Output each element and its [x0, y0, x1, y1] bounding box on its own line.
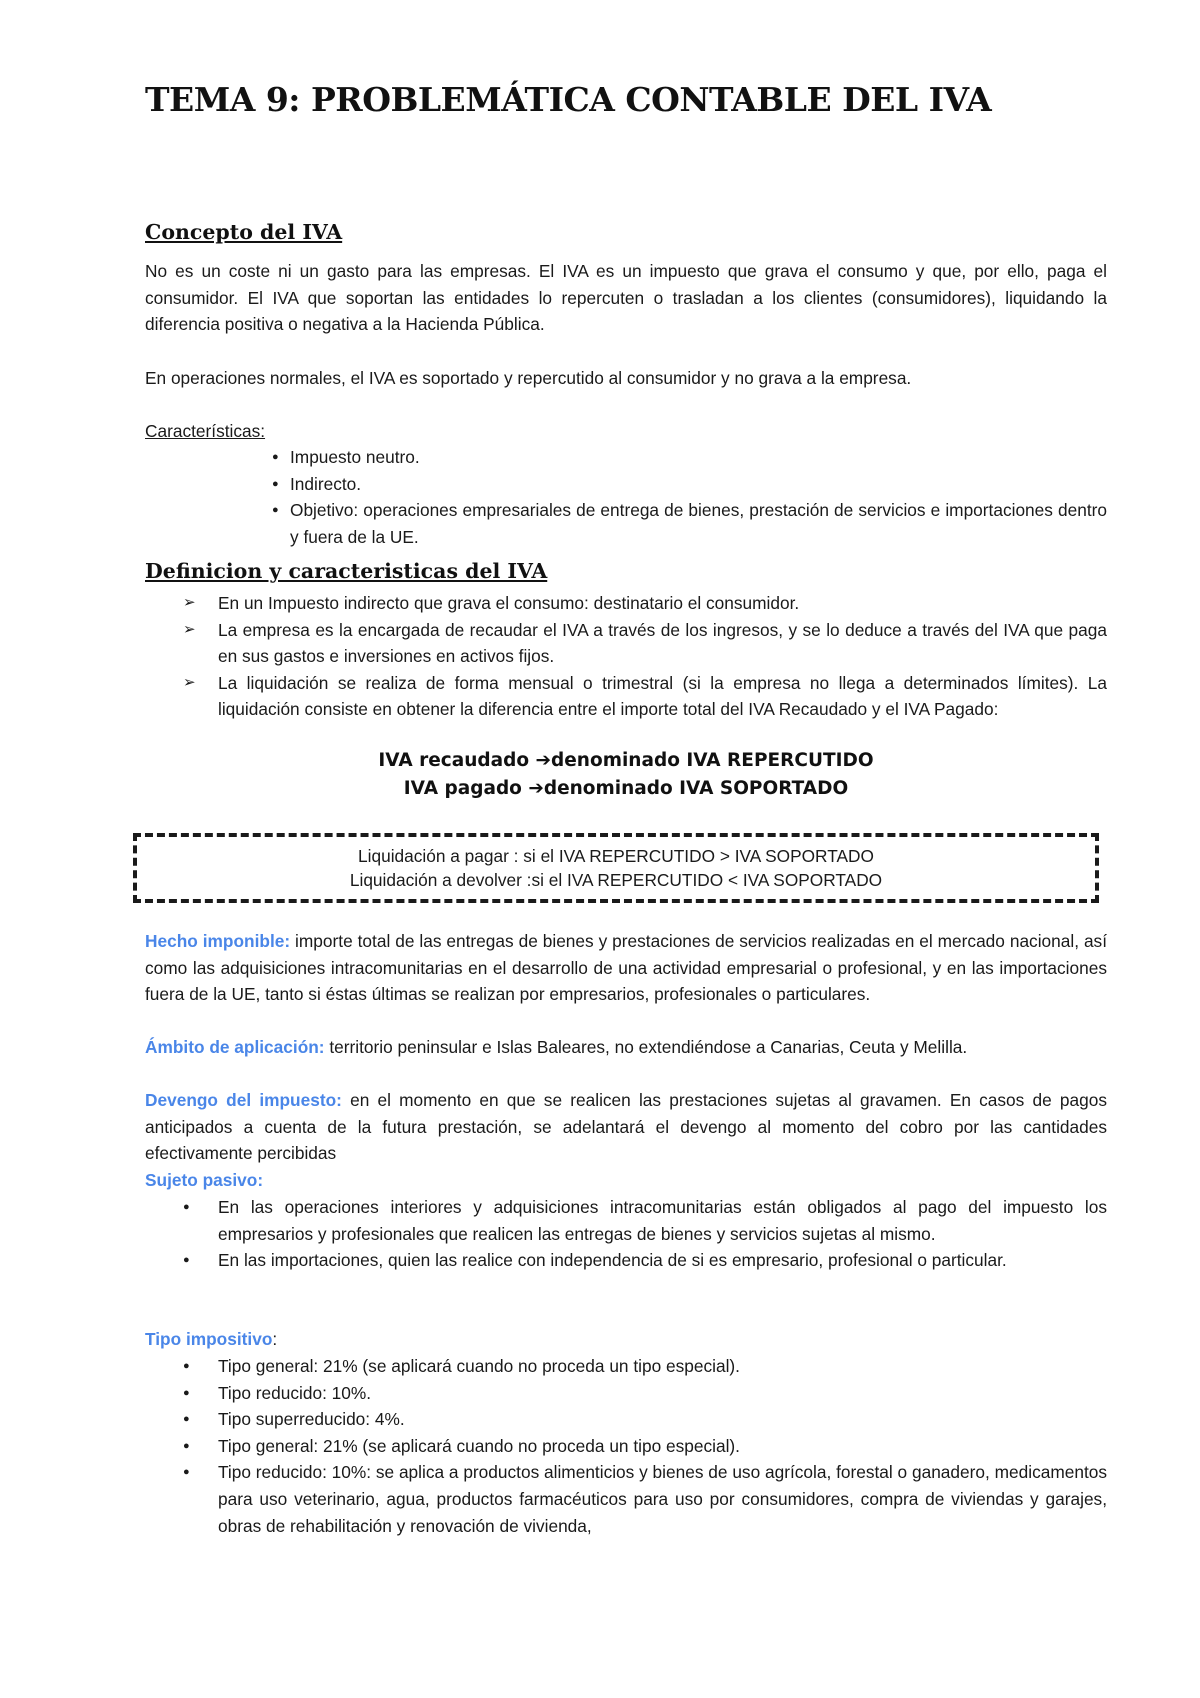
liquidacion-pagar-line: Liquidación a pagar : si el IVA REPERCUTIDO > IVA SOPORTADO: [358, 846, 874, 866]
list-item: ● Tipo general: 21% (se aplicará cuando no proceda un tipo especial).: [145, 1353, 1107, 1380]
devengo-paragraph: Devengo del impuesto: en el momento en que se realicen las prestaciones sujetas al gravamen. En casos de pagos anticipados a cuenta de la futura prestación, se adelantará el devengo al momento del cobro por las cantidades efectivamente percibidas: [145, 1090, 1107, 1164]
ambito-paragraph: Ámbito de aplicación: territorio peninsular e Islas Baleares, no extendiéndose a Canarias, Ceuta y Melilla.: [145, 1037, 968, 1057]
devengo-label: Devengo del impuesto:: [145, 1090, 342, 1110]
concepto-paragraph-1: No es un coste ni un gasto para las empresas. El IVA es un impuesto que grava el consumo y que, por ello, paga el consumidor. El IVA que soportan las entidades lo repercuten o trasladan a los clientes (consumidores), liquidando la diferencia positiva o negativa a la Hacienda Pública.: [145, 261, 1107, 335]
liquidacion-devolver-line: Liquidación a devolver :si el IVA REPERCUTIDO < IVA SOPORTADO: [349, 870, 883, 890]
list-item: ● Objetivo: operaciones empresariales de entrega de bienes, prestación de servicios e importaciones dentro y fuera de la UE.: [145, 497, 1107, 550]
section-heading-definicion: Definicion y caracteristicas del IVA: [145, 559, 548, 583]
page-title: TEMA 9: PROBLEMÁTICA CONTABLE DEL IVA: [145, 80, 992, 119]
definicion-list: [145, 590, 1107, 723]
bullet-dot-icon: ●: [183, 1439, 190, 1452]
bullet-dot-icon: ●: [183, 1413, 190, 1426]
liquidacion-box: [133, 833, 1099, 903]
list-item: ● Tipo reducido: 10%: se aplica a productos alimenticios y bienes de uso agrícola, forestal o ganadero, medicamentos para uso veterinario, agua, productos farmacéuticos para uso por consumidores, compra de viviendas y garajes, obras de rehabilitación y renovación de vivienda,: [145, 1459, 1107, 1539]
section-heading-concepto: Concepto del IVA: [145, 220, 343, 244]
bullet-dot-icon: ●: [272, 451, 279, 463]
tipo-impositivo-label: Tipo impositivo: [145, 1329, 273, 1349]
bullet-dot-icon: ●: [183, 1254, 190, 1267]
list-item: ● Impuesto neutro.: [145, 444, 1107, 471]
tipo-impositivo-list: [145, 1353, 1107, 1539]
hecho-imponible-paragraph: Hecho imponible: importe total de las entregas de bienes y prestaciones de servicios realizadas en el mercado nacional, así como las adquisiciones intracomunitarias en el desarrollo de una actividad empresarial o profesional, y en las importaciones fuera de la UE, tanto si éstas últimas se realizan por empresarios, profesionales o particulares.: [145, 931, 1108, 1005]
section-concepto: [145, 220, 1107, 244]
list-item: ● Tipo reducido: 10%.: [145, 1380, 1107, 1407]
arrow-bullet-icon: ➢: [183, 620, 196, 638]
concepto-paragraph-2: En operaciones normales, el IVA es soportado y repercutido al consumidor y no grava a la empresa.: [145, 368, 912, 388]
hecho-imponible-label: Hecho imponible:: [145, 931, 291, 951]
list-item: ● En las operaciones interiores y adquisiciones intracomunitarias están obligados al pago del impuesto los empresarios y profesionales que realicen las entregas de bienes y servicios sujetas al mismo.: [145, 1194, 1107, 1247]
list-item: ● En las importaciones, quien las realice con independencia de si es empresario, profesional o particular.: [145, 1247, 1107, 1274]
list-item: ➢ La empresa es la encargada de recaudar el IVA a través de los ingresos, y se lo deduce a través del IVA que paga en sus gastos e inversiones en activos fijos.: [145, 617, 1107, 670]
list-item: ➢ En un Impuesto indirecto que grava el consumo: destinatario el consumidor.: [145, 590, 1107, 617]
tipo-impositivo-heading: Tipo impositivo:: [145, 1329, 278, 1349]
bullet-dot-icon: ●: [272, 477, 279, 490]
arrow-bullet-icon: ➢: [183, 673, 196, 691]
iva-repercutido-line: IVA recaudado ➔denominado IVA REPERCUTIDO: [378, 750, 874, 771]
sujeto-pasivo-list: [145, 1194, 1107, 1274]
bullet-dot-icon: ●: [183, 1466, 190, 1479]
list-item: ➢ La liquidación se realiza de forma mensual o trimestral (si la empresa no llega a determinados límites). La liquidación consiste en obtener la diferencia entre el importe total del IVA Recaudado y el IVA Pagado:: [145, 670, 1107, 723]
bullet-dot-icon: ●: [183, 1201, 190, 1213]
bullet-dot-icon: ●: [272, 504, 279, 517]
bullet-dot-icon: ●: [183, 1386, 190, 1399]
caracteristicas-list: [145, 444, 1107, 550]
list-item: ● Tipo general: 21% (se aplicará cuando no proceda un tipo especial).: [145, 1433, 1107, 1460]
bullet-dot-icon: ●: [183, 1360, 190, 1372]
caracteristicas-label: Características:: [145, 421, 266, 441]
sujeto-pasivo-heading: [145, 1167, 1107, 1194]
iva-soportado-line: IVA pagado ➔denominado IVA SOPORTADO: [403, 778, 849, 799]
ambito-label: Ámbito de aplicación:: [145, 1037, 325, 1057]
sujeto-pasivo-label: Sujeto pasivo:: [145, 1170, 264, 1190]
list-item: ● Indirecto.: [145, 471, 1107, 498]
arrow-bullet-icon: ➢: [183, 594, 196, 611]
section-definicion: [145, 559, 1107, 583]
list-item: ● Tipo superreducido: 4%.: [145, 1406, 1107, 1433]
